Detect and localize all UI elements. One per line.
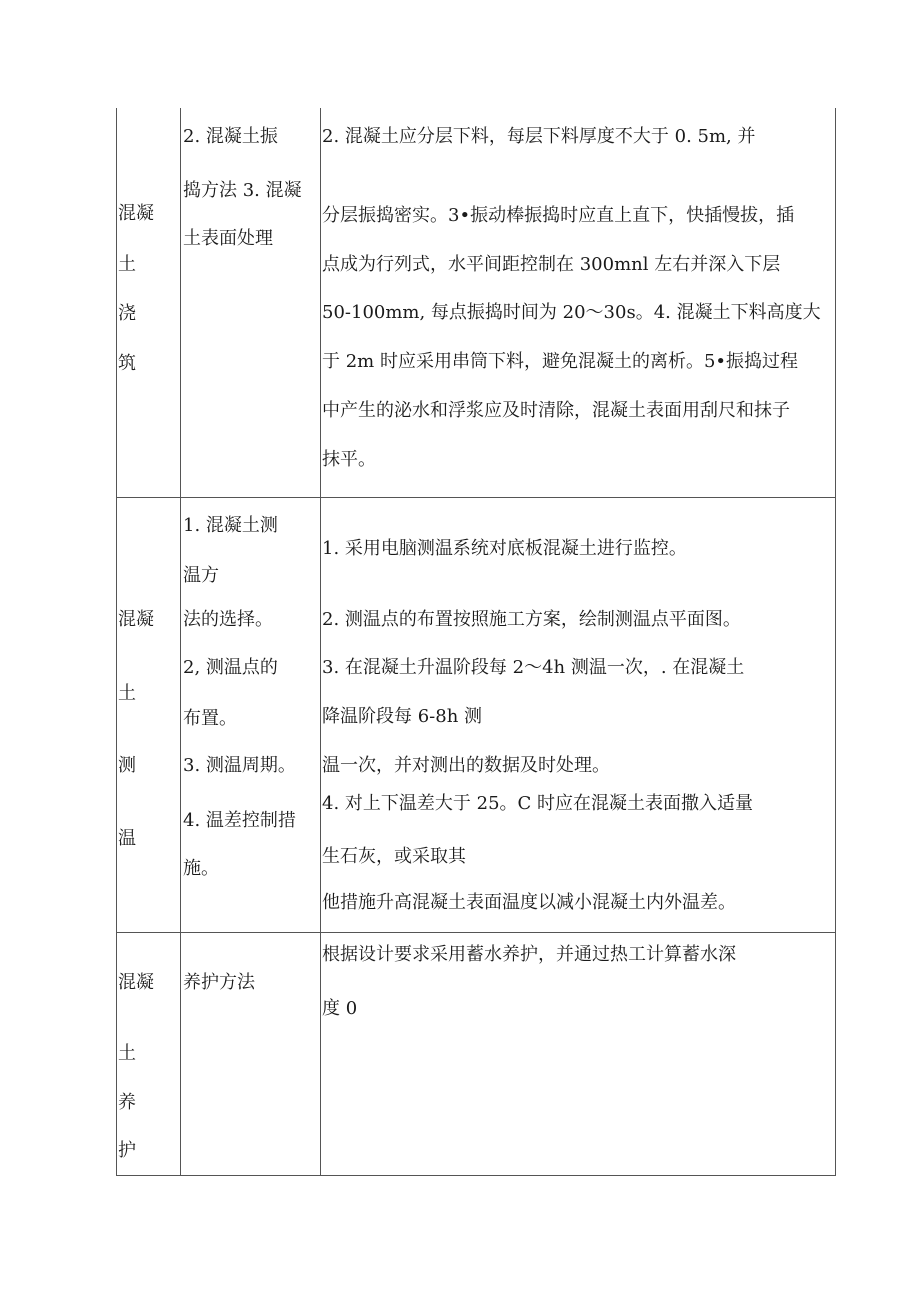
column-divider-1: [180, 108, 181, 1176]
row1-content-line-3: 点成为行列式，水平间距控制在 300mnl 左右并深入下层: [322, 254, 781, 275]
row2-category-line-1: 混凝: [118, 609, 154, 630]
row2-method-line-6: 3. 测温周期。: [183, 755, 296, 776]
row2-method-line-7: 4. 温差控制措: [183, 810, 296, 831]
row2-content-line-2: 2. 测温点的布置按照施工方案，绘制测温点平面图。: [322, 609, 741, 630]
row2-method-line-4: 2, 测温点的: [183, 657, 278, 678]
row2-content-line-6: 4. 对上下温差大于 25。C 时应在混凝土表面撒入适量: [322, 793, 754, 814]
row1-content-line-6: 中产生的泌水和浮浆应及时清除，混凝土表面用刮尺和抹子: [322, 400, 790, 421]
row2-method-line-1: 1. 混凝土测: [183, 515, 278, 536]
row1-content-line-2: 分层振捣密实。3•振动棒振捣时应直上直下，快插慢拔，插: [322, 205, 795, 226]
row2-content-line-5: 温一次，并对测出的数据及时处理。: [322, 755, 610, 776]
row2-method-line-5: 布置。: [183, 708, 237, 729]
row1-method-line-2: 捣方法 3. 混凝: [183, 180, 302, 201]
row2-category-line-2: 土: [118, 683, 136, 704]
row-divider-1: [116, 497, 836, 498]
row1-category-line-4: 筑: [118, 353, 136, 374]
table-right-border: [835, 108, 836, 1176]
row2-content-line-1: 1. 采用电脑测温系统对底板混凝土进行监控。: [322, 538, 687, 559]
row1-method-line-1: 2. 混凝土振: [183, 126, 278, 147]
row2-content-line-3: 3. 在混凝土升温阶段每 2～4h 测温一次，. 在混凝土: [322, 657, 745, 678]
column-divider-2: [320, 108, 321, 1176]
row1-category-line-2: 土: [118, 254, 136, 275]
row2-category-line-4: 温: [118, 828, 136, 849]
row3-category-line-3: 养: [118, 1092, 136, 1113]
row2-method-line-8: 施。: [183, 858, 219, 879]
row2-method-line-3: 法的选择。: [183, 609, 273, 630]
row1-category-line-3: 浇: [118, 303, 136, 324]
row3-category-line-2: 土: [118, 1043, 136, 1064]
row2-content-line-8: 他措施升高混凝土表面温度以减小混凝土内外温差。: [322, 892, 736, 913]
row1-content-line-4: 50-100mm, 每点振捣时间为 20～30s。4. 混凝土下料高度大: [322, 302, 821, 323]
row1-method-line-3: 土表面处理: [183, 228, 273, 249]
row3-category-line-4: 护: [118, 1140, 136, 1161]
row2-content-line-7: 生石灰，或采取其: [322, 846, 466, 867]
row3-content-line-1: 根据设计要求采用蓄水养护，并通过热工计算蓄水深: [322, 944, 736, 965]
row2-content-line-4: 降温阶段每 6-8h 测: [322, 706, 483, 727]
row1-category-line-1: 混凝: [118, 203, 154, 224]
row-divider-2: [116, 932, 836, 933]
row1-content-line-7: 抹平。: [322, 449, 376, 470]
row2-method-line-2: 温方: [183, 565, 219, 586]
row1-content-line-5: 于 2m 时应采用串筒下料，避免混凝土的离析。5•振捣过程: [322, 351, 799, 372]
row3-content-line-2: 度 0: [322, 998, 358, 1019]
table-bottom-border: [116, 1175, 836, 1176]
table-left-border: [116, 108, 117, 1176]
row3-category-line-1: 混凝: [118, 972, 154, 993]
row2-category-line-3: 测: [118, 755, 136, 776]
row3-method-line-1: 养护方法: [183, 972, 255, 993]
row1-content-line-1: 2. 混凝土应分层下料，每层下料厚度不大于 0. 5m, 并: [322, 126, 756, 147]
